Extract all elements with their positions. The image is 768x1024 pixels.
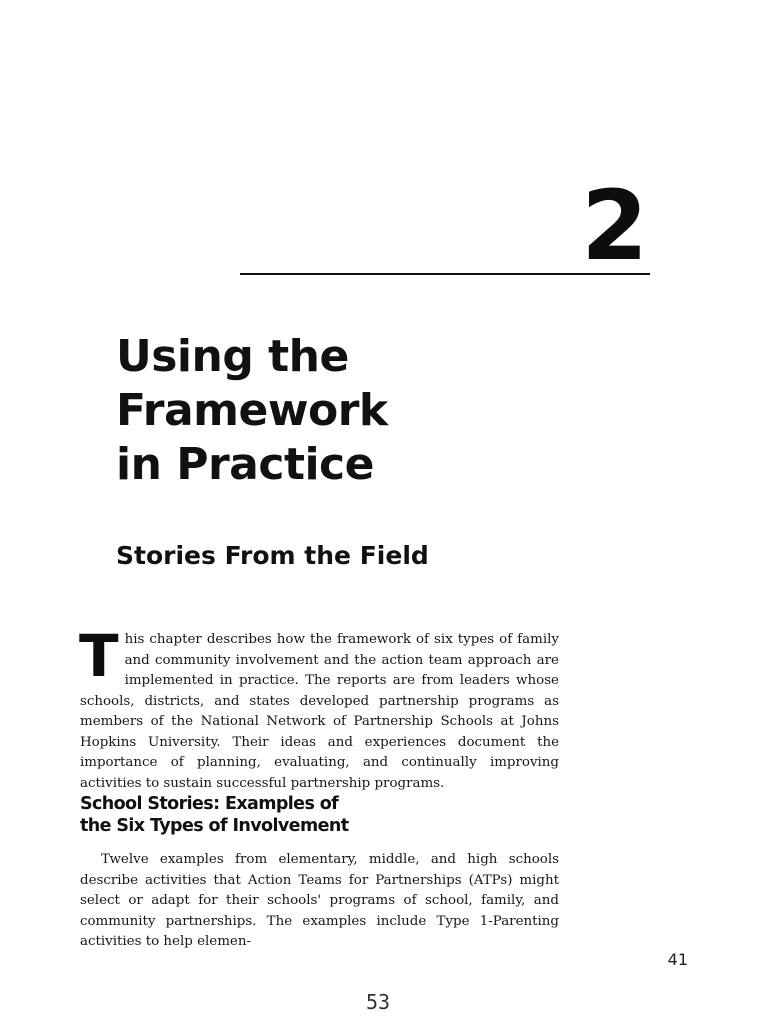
section-heading-line-2: the Six Types of Involvement <box>80 816 349 836</box>
scan-page-number: 53 <box>366 990 391 1014</box>
chapter-title-line-3: in Practice <box>116 439 374 490</box>
chapter-rule <box>240 273 650 275</box>
section-heading <box>80 793 348 837</box>
drop-cap: T <box>79 622 119 690</box>
intro-paragraph <box>79 622 559 794</box>
chapter-title-line-1: Using the <box>116 331 349 382</box>
section-paragraph: Twelve examples from elementary, middle, and high schools describe activities that Action Teams for Partnerships (ATPs) might select or adapt for their schools' programs of school, family, and community partnerships. The examples include Type 1-Parenting activities to help elemen- <box>80 852 559 949</box>
chapter-title <box>116 330 388 492</box>
chapter-number: 2 <box>581 170 646 282</box>
page-number: 41 <box>667 950 688 969</box>
chapter-subtitle: Stories From the Field <box>116 541 429 570</box>
section-heading-line-1: School Stories: Examples of <box>80 794 339 814</box>
chapter-title-line-2: Framework <box>116 385 388 436</box>
intro-text: his chapter describes how the framework of six types of family and community involvement and the action team approach are implemented in practice. The reports are from leaders whose schools, districts, and states developed partnership programs as members of the National Network of Partnership Schools at Johns Hopkins University. Their ideas and experiences document the importance of planning, evaluating, and continually improving activities to sustain successful partnership programs. <box>80 632 559 791</box>
